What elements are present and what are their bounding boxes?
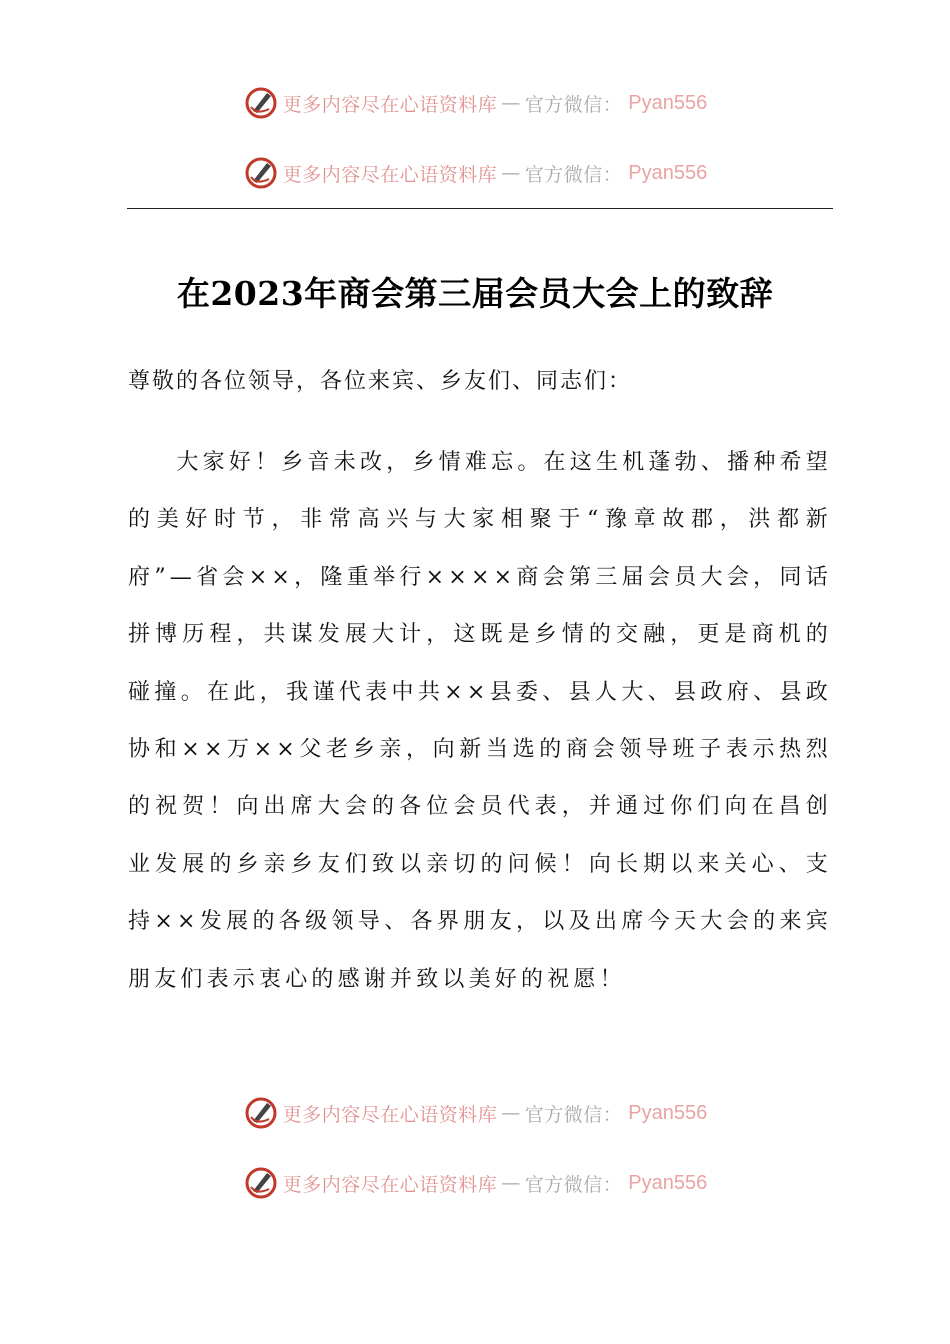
pen-circle-logo-icon (243, 1095, 279, 1131)
watermark-code: Pyan556 (628, 161, 708, 184)
watermark-brand-text: 更多内容尽在心语资料库 (282, 93, 498, 116)
watermark-separator: — (501, 1102, 521, 1124)
pen-circle-logo-icon (243, 85, 279, 121)
watermark-banner-bottom-2 (0, 1163, 950, 1203)
watermark-code: Pyan556 (628, 1101, 708, 1124)
document-title: 在2023年商会第三届会员大会上的致辞 (176, 274, 774, 313)
body-paragraph: 大家好！乡音未改，乡情难忘。在这生机蓬勃、播种希望的美好时节，非常高兴与大家相聚于“豫章故郡，洪都新府”—省会××，隆重举行××××商会第三届会员大会，同话拼博历程，共谋发展大计，这既是乡情的交融，更是商机的碰撞。在此，我谨代表中共××县委、县人大、县政府、县政协和××万××父老乡亲，向新当选的商会领导班子表示热烈的祝贺！向出席大会的各位会员代表，并通过你们向在昌创业发展的乡亲乡友们致以亲切的问候！向长期以来关心、支持××发展的各级领导、各界朋友，以及出席今天大会的来宾朋友们表示衷心的感谢并致以美好的祝愿！ (128, 450, 832, 992)
watermark-code: Pyan556 (628, 1171, 708, 1194)
watermark-brand-text: 更多内容尽在心语资料库 (282, 1173, 498, 1196)
salutation: 尊敬的各位领导，各位来宾、乡友们、同志们： (128, 369, 633, 394)
watermark-brand-text: 更多内容尽在心语资料库 (282, 163, 498, 186)
watermark-banner-top-1 (0, 83, 950, 123)
watermark-channel-label: 官方微信： (524, 93, 623, 116)
pen-circle-logo-icon (243, 155, 279, 191)
watermark-separator: — (501, 162, 521, 184)
header-divider (127, 208, 833, 209)
watermark-separator: — (501, 92, 521, 114)
watermark-brand-text: 更多内容尽在心语资料库 (282, 1103, 498, 1126)
watermark-channel-label: 官方微信： (524, 163, 623, 186)
watermark-code: Pyan556 (628, 91, 708, 114)
pen-circle-logo-icon (243, 1165, 279, 1201)
watermark-banner-top-2 (0, 153, 950, 193)
watermark-channel-label: 官方微信： (524, 1173, 623, 1196)
watermark-separator: — (501, 1172, 521, 1194)
watermark-channel-label: 官方微信： (524, 1103, 623, 1126)
watermark-banner-bottom-1 (0, 1093, 950, 1133)
